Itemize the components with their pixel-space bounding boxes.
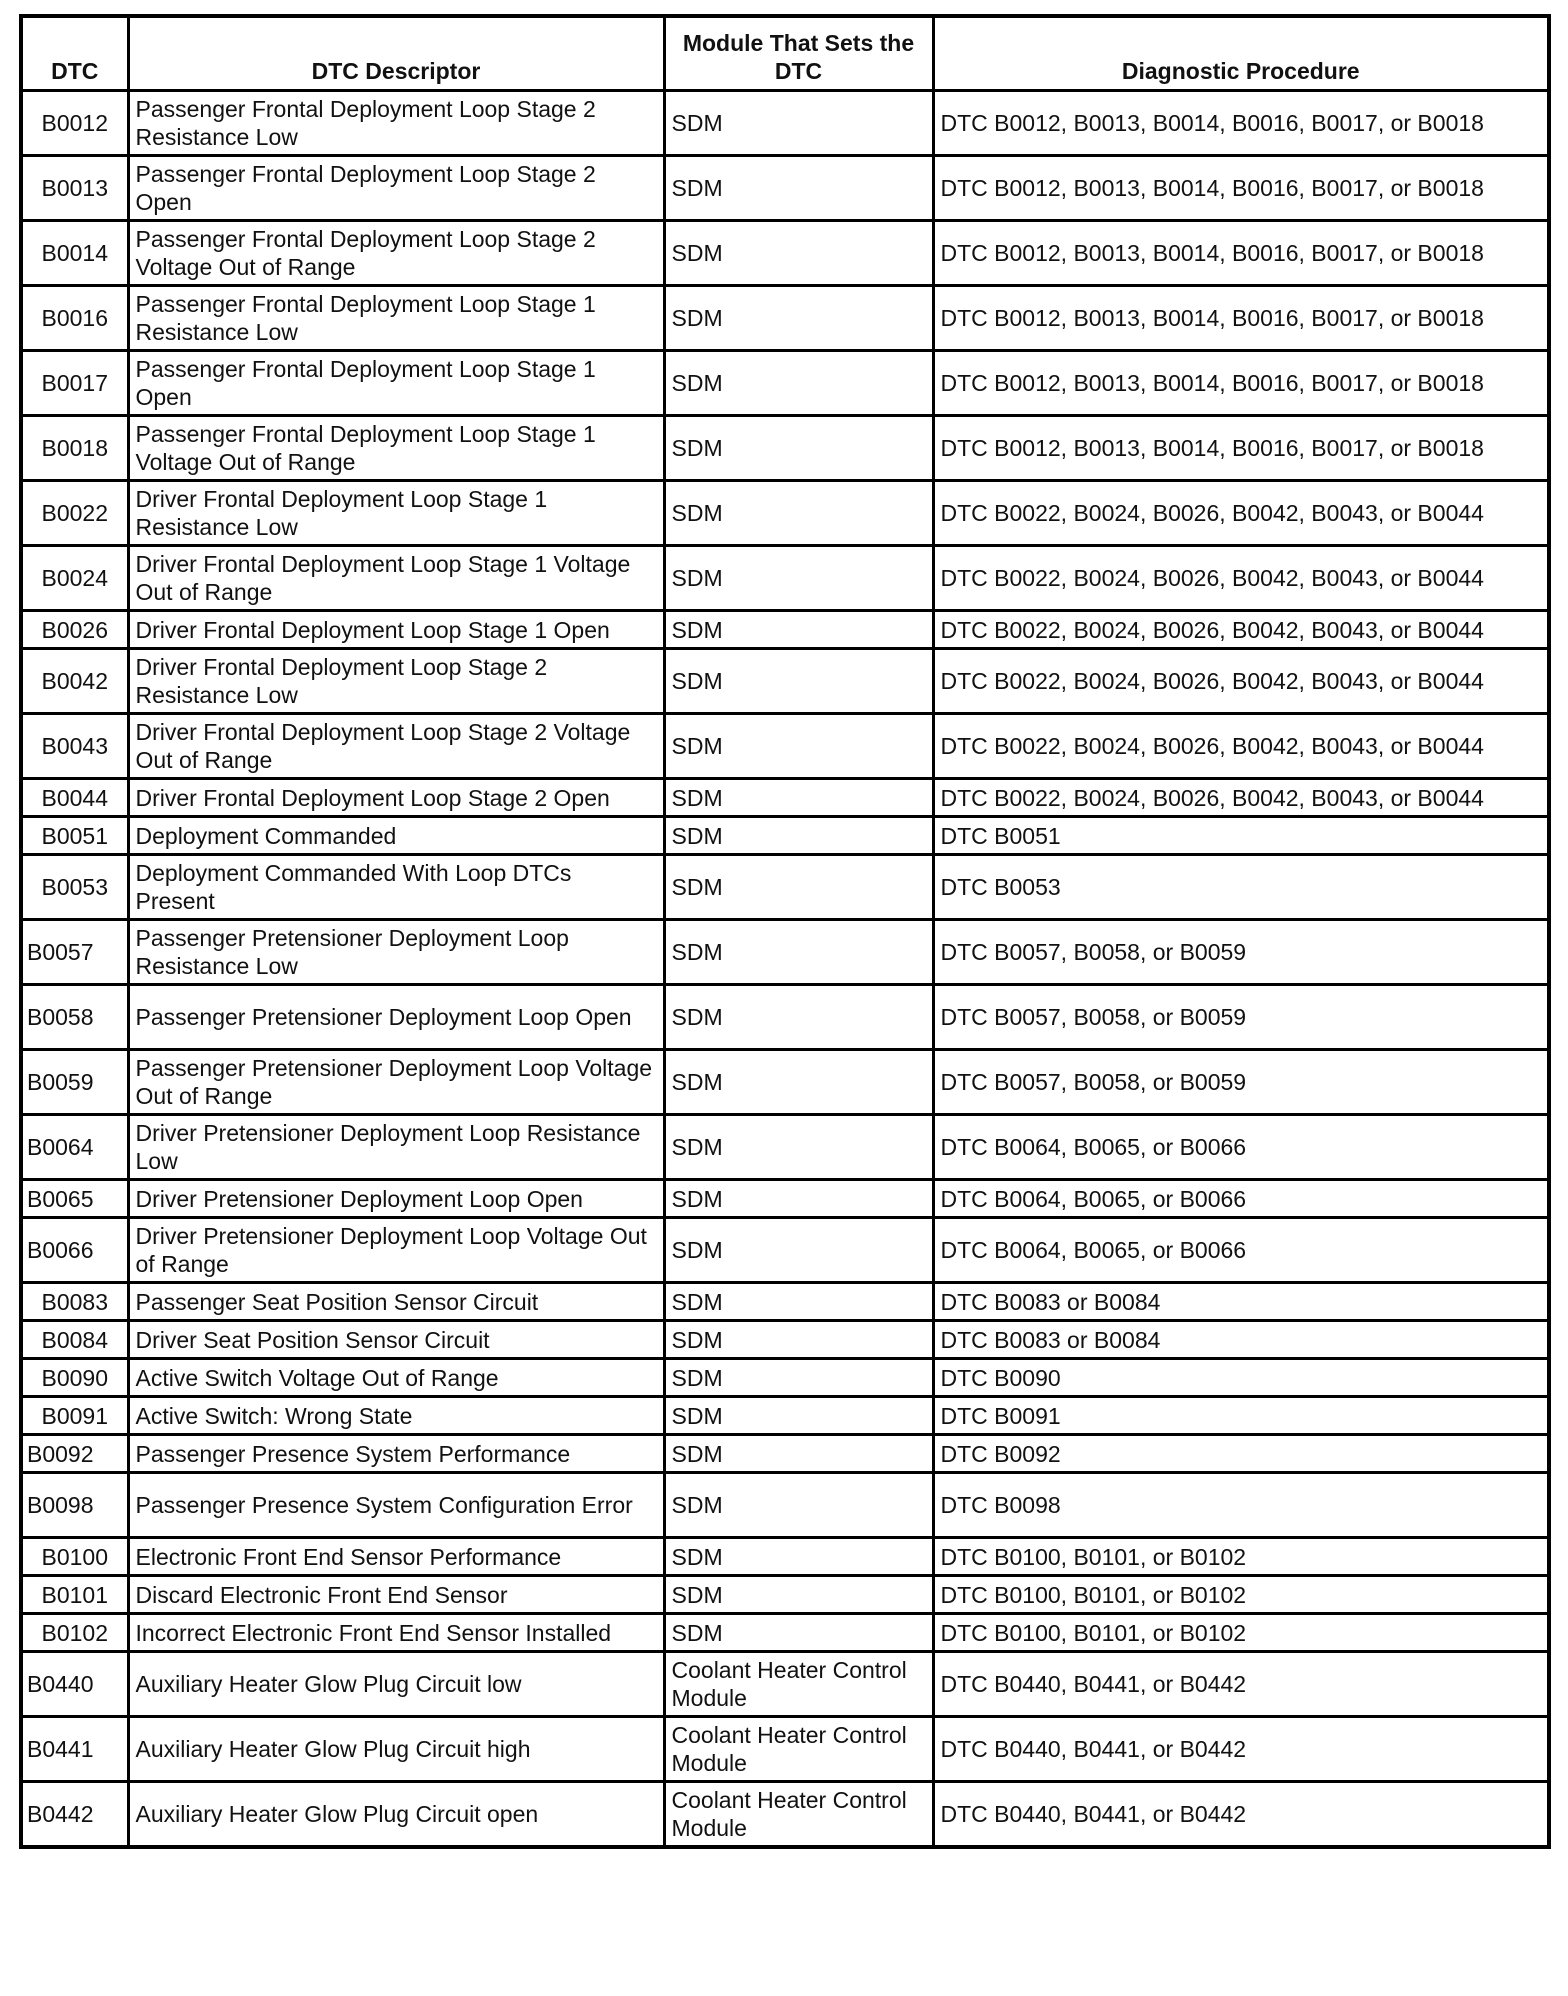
table-body [21,91,1549,1848]
cell-procedure: DTC B0440, B0441, or B0442 [933,1782,1549,1848]
cell-module: SDM [664,481,933,546]
cell-module: SDM [664,920,933,985]
cell-dtc: B0051 [21,817,128,855]
cell-module: Coolant Heater Control Module [664,1652,933,1717]
cell-dtc: B0022 [21,481,128,546]
table-row [21,714,1549,779]
table-row [21,649,1549,714]
table-row [21,1115,1549,1180]
cell-procedure: DTC B0064, B0065, or B0066 [933,1115,1549,1180]
cell-module: SDM [664,1397,933,1435]
cell-dtc: B0014 [21,221,128,286]
cell-descriptor: Deployment Commanded [128,817,664,855]
table-row [21,1180,1549,1218]
cell-procedure: DTC B0012, B0013, B0014, B0016, B0017, or B0018 [933,91,1549,156]
cell-procedure: DTC B0090 [933,1359,1549,1397]
cell-dtc: B0044 [21,779,128,817]
cell-descriptor: Passenger Frontal Deployment Loop Stage 1 Voltage Out of Range [128,416,664,481]
cell-dtc: B0016 [21,286,128,351]
cell-dtc: B0098 [21,1473,128,1538]
cell-descriptor: Driver Pretensioner Deployment Loop Resistance Low [128,1115,664,1180]
cell-descriptor: Auxiliary Heater Glow Plug Circuit open [128,1782,664,1848]
cell-descriptor: Driver Pretensioner Deployment Loop Open [128,1180,664,1218]
cell-dtc: B0101 [21,1576,128,1614]
table-row [21,855,1549,920]
cell-module: SDM [664,416,933,481]
cell-dtc: B0026 [21,611,128,649]
cell-procedure: DTC B0053 [933,855,1549,920]
cell-descriptor: Passenger Pretensioner Deployment Loop Open [128,985,664,1050]
cell-dtc: B0042 [21,649,128,714]
table-row [21,779,1549,817]
cell-dtc: B0018 [21,416,128,481]
cell-procedure: DTC B0051 [933,817,1549,855]
cell-module: SDM [664,1180,933,1218]
cell-descriptor: Driver Seat Position Sensor Circuit [128,1321,664,1359]
cell-descriptor: Auxiliary Heater Glow Plug Circuit high [128,1717,664,1782]
table-row [21,221,1549,286]
cell-procedure: DTC B0012, B0013, B0014, B0016, B0017, or B0018 [933,221,1549,286]
cell-procedure: DTC B0440, B0441, or B0442 [933,1652,1549,1717]
cell-dtc: B0440 [21,1652,128,1717]
cell-module: SDM [664,1538,933,1576]
table-row [21,920,1549,985]
cell-descriptor: Active Switch: Wrong State [128,1397,664,1435]
table-row [21,1717,1549,1782]
cell-module: SDM [664,1115,933,1180]
table-row [21,1435,1549,1473]
cell-module: SDM [664,779,933,817]
cell-module: Coolant Heater Control Module [664,1717,933,1782]
cell-descriptor: Driver Pretensioner Deployment Loop Voltage Out of Range [128,1218,664,1283]
table-row [21,611,1549,649]
table-row [21,817,1549,855]
cell-module: SDM [664,546,933,611]
cell-module: SDM [664,611,933,649]
cell-procedure: DTC B0022, B0024, B0026, B0042, B0043, or B0044 [933,481,1549,546]
table-row [21,1218,1549,1283]
cell-module: SDM [664,714,933,779]
table-row [21,546,1549,611]
cell-module: SDM [664,1321,933,1359]
cell-procedure: DTC B0022, B0024, B0026, B0042, B0043, or B0044 [933,714,1549,779]
cell-descriptor: Deployment Commanded With Loop DTCs Present [128,855,664,920]
cell-dtc: B0059 [21,1050,128,1115]
cell-descriptor: Driver Frontal Deployment Loop Stage 1 Resistance Low [128,481,664,546]
cell-module: SDM [664,1359,933,1397]
table-row [21,1321,1549,1359]
header-descriptor: DTC Descriptor [128,16,664,91]
table-row [21,1538,1549,1576]
cell-descriptor: Passenger Pretensioner Deployment Loop Resistance Low [128,920,664,985]
table-row [21,1576,1549,1614]
cell-procedure: DTC B0057, B0058, or B0059 [933,920,1549,985]
table-row [21,1397,1549,1435]
header-dtc: DTC [21,16,128,91]
table-row [21,1473,1549,1538]
cell-module: SDM [664,1218,933,1283]
table-row [21,91,1549,156]
cell-descriptor: Driver Frontal Deployment Loop Stage 2 Voltage Out of Range [128,714,664,779]
cell-module: SDM [664,91,933,156]
cell-descriptor: Passenger Pretensioner Deployment Loop Voltage Out of Range [128,1050,664,1115]
table-row [21,1614,1549,1652]
header-module: Module That Sets the DTC [664,16,933,91]
cell-descriptor: Passenger Frontal Deployment Loop Stage 2 Open [128,156,664,221]
cell-procedure: DTC B0064, B0065, or B0066 [933,1218,1549,1283]
cell-descriptor: Passenger Frontal Deployment Loop Stage 2 Resistance Low [128,91,664,156]
cell-descriptor: Driver Frontal Deployment Loop Stage 1 Voltage Out of Range [128,546,664,611]
cell-module: SDM [664,1435,933,1473]
header-procedure: Diagnostic Procedure [933,16,1549,91]
cell-module: SDM [664,221,933,286]
cell-descriptor: Active Switch Voltage Out of Range [128,1359,664,1397]
cell-descriptor: Driver Frontal Deployment Loop Stage 2 Open [128,779,664,817]
cell-module: SDM [664,1283,933,1321]
cell-dtc: B0064 [21,1115,128,1180]
cell-dtc: B0066 [21,1218,128,1283]
cell-descriptor: Electronic Front End Sensor Performance [128,1538,664,1576]
cell-procedure: DTC B0064, B0065, or B0066 [933,1180,1549,1218]
table-row [21,286,1549,351]
cell-procedure: DTC B0012, B0013, B0014, B0016, B0017, or B0018 [933,156,1549,221]
table-row [21,351,1549,416]
cell-module: SDM [664,1614,933,1652]
cell-descriptor: Auxiliary Heater Glow Plug Circuit low [128,1652,664,1717]
cell-dtc: B0043 [21,714,128,779]
cell-dtc: B0024 [21,546,128,611]
cell-descriptor: Passenger Frontal Deployment Loop Stage 1 Resistance Low [128,286,664,351]
cell-module: SDM [664,1576,933,1614]
cell-procedure: DTC B0098 [933,1473,1549,1538]
cell-dtc: B0092 [21,1435,128,1473]
cell-module: SDM [664,817,933,855]
table-row [21,1652,1549,1717]
cell-procedure: DTC B0440, B0441, or B0442 [933,1717,1549,1782]
header-row [21,16,1549,91]
cell-dtc: B0057 [21,920,128,985]
cell-procedure: DTC B0083 or B0084 [933,1321,1549,1359]
cell-module: SDM [664,855,933,920]
cell-dtc: B0102 [21,1614,128,1652]
cell-dtc: B0012 [21,91,128,156]
table-row [21,1359,1549,1397]
cell-descriptor: Discard Electronic Front End Sensor [128,1576,664,1614]
cell-descriptor: Passenger Seat Position Sensor Circuit [128,1283,664,1321]
cell-module: SDM [664,1473,933,1538]
cell-procedure: DTC B0012, B0013, B0014, B0016, B0017, or B0018 [933,416,1549,481]
table-row [21,156,1549,221]
cell-procedure: DTC B0057, B0058, or B0059 [933,1050,1549,1115]
cell-dtc: B0442 [21,1782,128,1848]
cell-dtc: B0441 [21,1717,128,1782]
table-row [21,985,1549,1050]
cell-dtc: B0090 [21,1359,128,1397]
cell-module: SDM [664,649,933,714]
cell-dtc: B0083 [21,1283,128,1321]
cell-descriptor: Passenger Frontal Deployment Loop Stage 2 Voltage Out of Range [128,221,664,286]
cell-descriptor: Incorrect Electronic Front End Sensor Installed [128,1614,664,1652]
cell-procedure: DTC B0022, B0024, B0026, B0042, B0043, or B0044 [933,779,1549,817]
cell-dtc: B0013 [21,156,128,221]
cell-dtc: B0065 [21,1180,128,1218]
cell-dtc: B0084 [21,1321,128,1359]
cell-procedure: DTC B0100, B0101, or B0102 [933,1614,1549,1652]
cell-module: SDM [664,286,933,351]
cell-procedure: DTC B0012, B0013, B0014, B0016, B0017, or B0018 [933,286,1549,351]
table-row [21,1782,1549,1848]
cell-dtc: B0017 [21,351,128,416]
dtc-table [19,14,1551,1849]
cell-descriptor: Driver Frontal Deployment Loop Stage 1 Open [128,611,664,649]
table-row [21,1050,1549,1115]
cell-dtc: B0053 [21,855,128,920]
cell-procedure: DTC B0083 or B0084 [933,1283,1549,1321]
cell-procedure: DTC B0012, B0013, B0014, B0016, B0017, or B0018 [933,351,1549,416]
cell-dtc: B0058 [21,985,128,1050]
cell-procedure: DTC B0022, B0024, B0026, B0042, B0043, or B0044 [933,649,1549,714]
cell-dtc: B0100 [21,1538,128,1576]
cell-descriptor: Passenger Presence System Configuration Error [128,1473,664,1538]
cell-descriptor: Driver Frontal Deployment Loop Stage 2 Resistance Low [128,649,664,714]
table-row [21,416,1549,481]
table-row [21,481,1549,546]
cell-procedure: DTC B0100, B0101, or B0102 [933,1538,1549,1576]
cell-module: SDM [664,351,933,416]
cell-module: SDM [664,985,933,1050]
cell-procedure: DTC B0092 [933,1435,1549,1473]
cell-procedure: DTC B0057, B0058, or B0059 [933,985,1549,1050]
cell-module: Coolant Heater Control Module [664,1782,933,1848]
table-row [21,1283,1549,1321]
cell-descriptor: Passenger Frontal Deployment Loop Stage 1 Open [128,351,664,416]
cell-procedure: DTC B0022, B0024, B0026, B0042, B0043, or B0044 [933,611,1549,649]
cell-module: SDM [664,156,933,221]
cell-module: SDM [664,1050,933,1115]
cell-dtc: B0091 [21,1397,128,1435]
cell-procedure: DTC B0100, B0101, or B0102 [933,1576,1549,1614]
cell-descriptor: Passenger Presence System Performance [128,1435,664,1473]
cell-procedure: DTC B0022, B0024, B0026, B0042, B0043, or B0044 [933,546,1549,611]
cell-procedure: DTC B0091 [933,1397,1549,1435]
